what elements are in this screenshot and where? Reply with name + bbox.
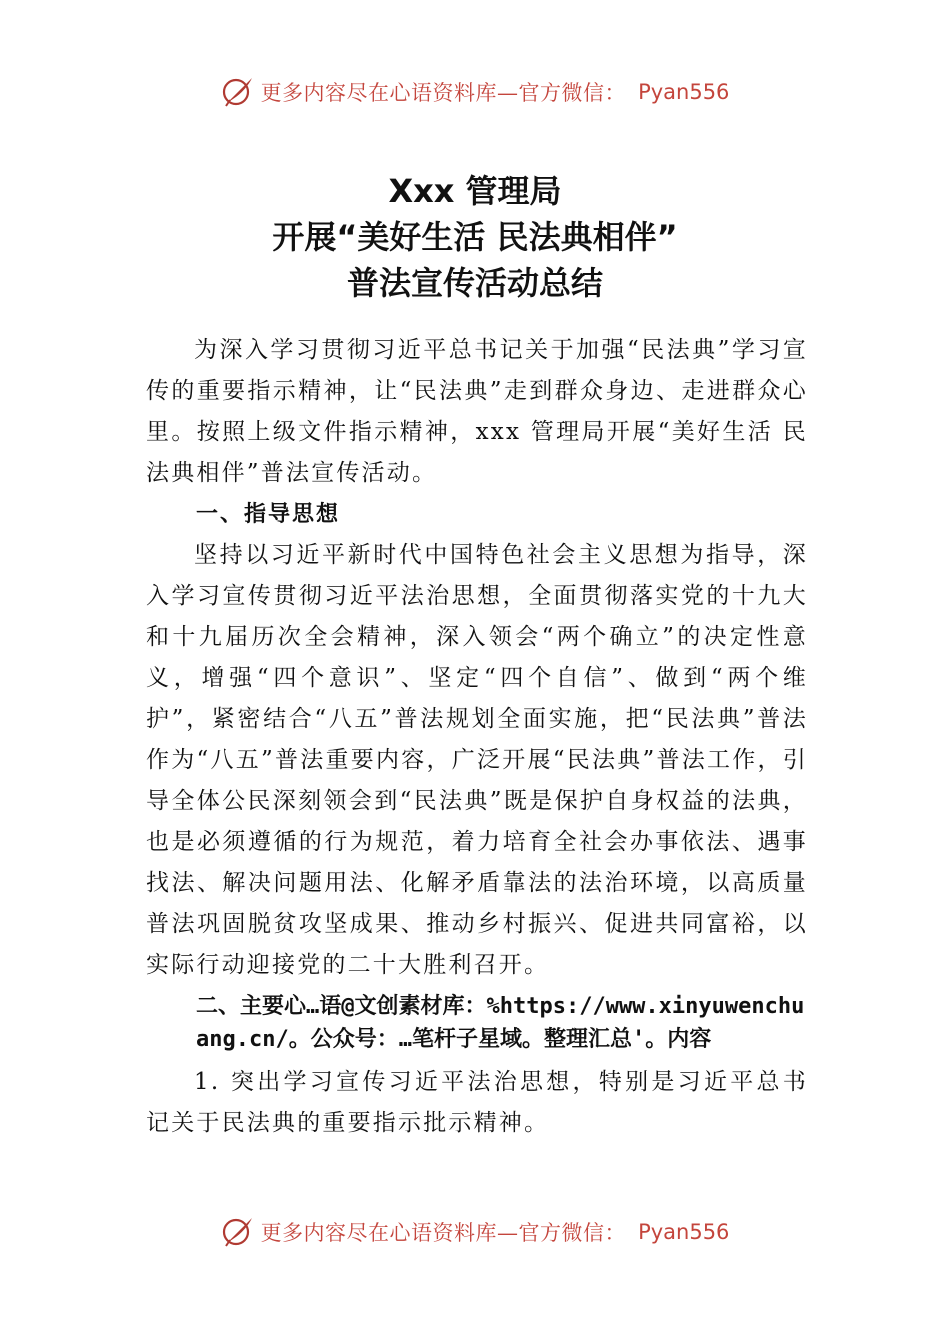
title-line-3: 普法宣传活动总结 xyxy=(346,264,603,302)
intro-paragraph: 为深入学习贯彻习近平总书记关于加强“民法典”学习宣传的重要指示精神，让“民法典”走到群众身边、走进群众心里。按照上级文件指示精神，xxx 管理局开展“美好生活 民法典相伴”普法宣传活动。 xyxy=(146,337,808,486)
header-watermark xyxy=(0,72,950,112)
watermark-wechat-id: Pyan556 xyxy=(638,80,730,104)
document-title xyxy=(0,168,950,306)
section-1-paragraph: 坚持以习近平新时代中国特色社会主义思想为指导，深入学习宣传贯彻习近平法治思想，全面贯彻落实党的十九大和十九届历次全会精神，深入领会“两个确立”的决定性意义，增强“四个意识”、坚定“四个自信”、做到“两个维护”，紧密结合“八五”普法规划全面实施，把“民法典”普法作为“八五”普法重要内容，广泛开展“民法典”普法工作，引导全体公民深刻领会到“民法典”既是保护自身权益的法典，也是必须遵循的行为规范，着力培育全社会办事依法、遇事找法、解决问题用法、化解矛盾靠法的法治环境，以高质量普法巩固脱贫攻坚成果、推动乡村振兴、促进共同富裕，以实际行动迎接党的二十大胜利召开。 xyxy=(146,542,808,978)
section-1-heading: 一、指导思想 xyxy=(196,502,341,527)
quill-pen-logo-icon xyxy=(221,1215,255,1249)
section-2-heading: 二、主要心…语@文创素材库：%https://www.xinyuwenchuang.cn/。公众号：…笔杆子星域。整理汇总'。内容 xyxy=(196,994,805,1052)
section-2-item-1: 1. 突出学习宣传习近平法治思想，特别是习近平总书记关于民法典的重要指示批示精神。 xyxy=(146,1069,808,1136)
title-line-1: Xxx 管理局 xyxy=(388,172,562,210)
quill-pen-logo-icon xyxy=(221,75,255,109)
footer-watermark xyxy=(0,1212,950,1252)
document-body xyxy=(146,330,808,1144)
watermark-wechat-id: Pyan556 xyxy=(638,1220,730,1244)
watermark-text: 更多内容尽在心语资料库—官方微信： xyxy=(260,1221,627,1245)
watermark-text: 更多内容尽在心语资料库—官方微信： xyxy=(260,81,627,105)
title-line-2: 开展“美好生活 民法典相伴” xyxy=(272,218,678,256)
